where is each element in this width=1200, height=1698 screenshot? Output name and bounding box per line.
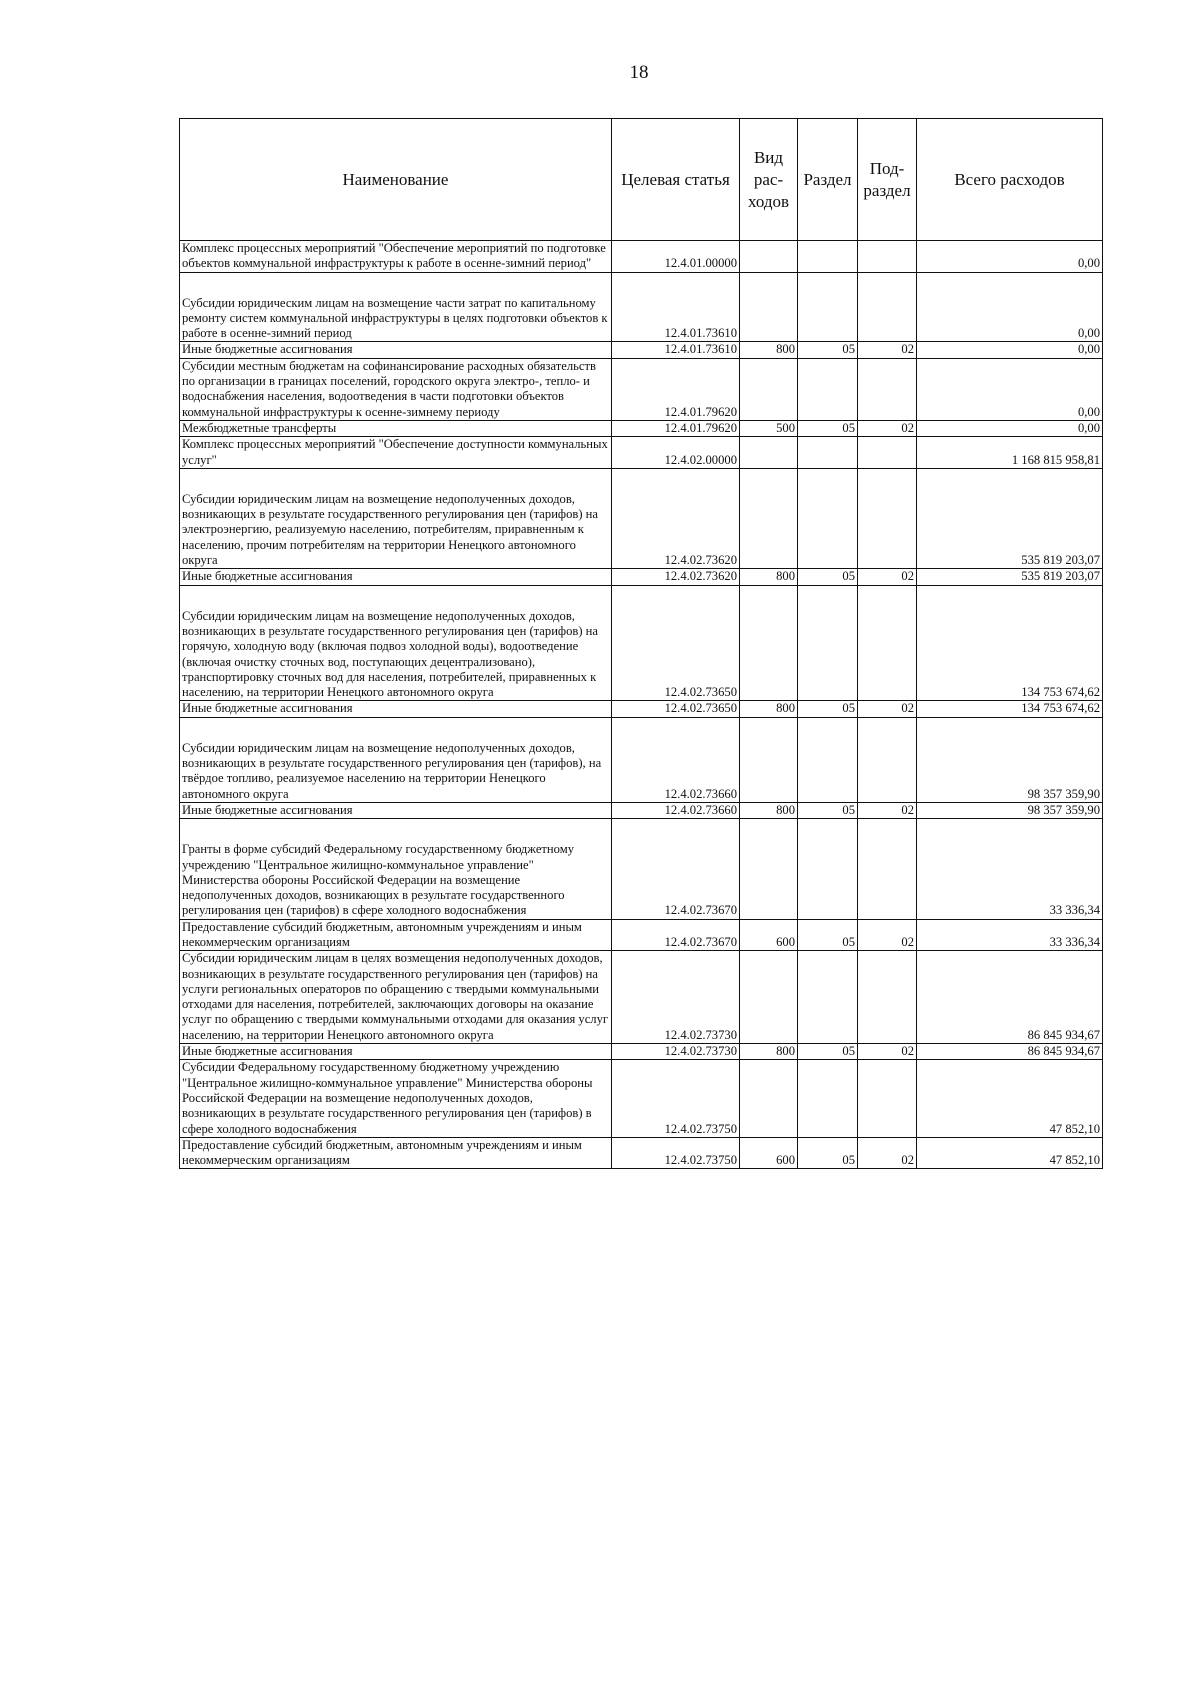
table-row xyxy=(180,951,1103,1044)
row-section xyxy=(798,819,858,919)
row-expense-type: 800 xyxy=(740,569,798,585)
header-total: Всего расходов xyxy=(917,119,1103,241)
row-subsection: 02 xyxy=(858,342,917,358)
table-row xyxy=(180,241,1103,273)
row-total: 535 819 203,07 xyxy=(917,569,1103,585)
row-section xyxy=(798,585,858,701)
row-name: Предоставление субсидий бюджетным, автономным учреждениям и иным некоммерческим организациям xyxy=(180,919,612,951)
row-subsection: 02 xyxy=(858,919,917,951)
row-name: Субсидии Федеральному государственному бюджетному учреждению "Центральное жилищно-коммунальное управление" Министерства обороны Российской Федерации на возмещение недополученных доходов, возникающих в результате государственного регулирования цен (тарифов) в сфере холодного водоснабжения xyxy=(180,1060,612,1137)
page-number: 18 xyxy=(629,62,649,83)
header-section: Раздел xyxy=(798,119,858,241)
row-target-article: 12.4.02.73750 xyxy=(612,1060,740,1137)
row-target-article: 12.4.02.73620 xyxy=(612,569,740,585)
row-target-article: 12.4.02.73750 xyxy=(612,1137,740,1169)
row-name: Субсидии юридическим лицам на возмещение недополученных доходов, возникающих в результате государственного регулирования цен (тарифов) на электроэнергию, реализуемую населению, потребителям, приравненным к населению, прочим потребителям на территории Ненецкого автономного округа xyxy=(180,468,612,568)
row-total: 47 852,10 xyxy=(917,1060,1103,1137)
header-expense-type: Вид рас-ходов xyxy=(740,119,798,241)
row-subsection xyxy=(858,717,917,802)
table-row xyxy=(180,717,1103,802)
row-total: 86 845 934,67 xyxy=(917,951,1103,1044)
row-expense-type: 800 xyxy=(740,802,798,818)
header-row xyxy=(180,119,1103,241)
row-total: 134 753 674,62 xyxy=(917,585,1103,701)
row-subsection xyxy=(858,358,917,420)
row-section xyxy=(798,241,858,273)
row-name: Иные бюджетные ассигнования xyxy=(180,342,612,358)
row-total: 0,00 xyxy=(917,241,1103,273)
row-section: 05 xyxy=(798,701,858,717)
table-row xyxy=(180,585,1103,701)
row-section: 05 xyxy=(798,342,858,358)
row-target-article: 12.4.02.73650 xyxy=(612,585,740,701)
row-target-article: 12.4.01.73610 xyxy=(612,272,740,342)
row-target-article: 12.4.01.79620 xyxy=(612,358,740,420)
row-name: Субсидии юридическим лицам в целях возмещения недополученных доходов, возникающих в результате государственного регулирования цен (тарифов) на услуги региональных операторов по обращению с твердыми коммунальными отходами для населения, потребителей, заключающих договоры на оказание услуг по обращению с твердыми коммунальными отходами для оказания услуг населению, на территории Ненецкого автономного округа xyxy=(180,951,612,1044)
row-target-article: 12.4.02.73670 xyxy=(612,819,740,919)
row-target-article: 12.4.01.79620 xyxy=(612,420,740,436)
table-row xyxy=(180,1044,1103,1060)
row-target-article: 12.4.02.73620 xyxy=(612,468,740,568)
row-total: 47 852,10 xyxy=(917,1137,1103,1169)
row-expense-type xyxy=(740,468,798,568)
row-expense-type: 800 xyxy=(740,342,798,358)
budget-table xyxy=(179,118,1103,1169)
row-subsection xyxy=(858,585,917,701)
row-expense-type: 800 xyxy=(740,701,798,717)
row-total: 0,00 xyxy=(917,272,1103,342)
row-subsection xyxy=(858,272,917,342)
row-section: 05 xyxy=(798,802,858,818)
table-body xyxy=(180,241,1103,1169)
row-name: Субсидии юридическим лицам на возмещение недополученных доходов, возникающих в результате государственного регулирования цен (тарифов), на твёрдое топливо, реализуемое населению на территории Ненецкого автономного округа xyxy=(180,717,612,802)
row-total: 33 336,34 xyxy=(917,819,1103,919)
row-total: 134 753 674,62 xyxy=(917,701,1103,717)
row-name: Комплекс процессных мероприятий "Обеспечение мероприятий по подготовке объектов коммунальной инфраструктуры к работе в осенне-зимний период" xyxy=(180,241,612,273)
row-section xyxy=(798,468,858,568)
row-expense-type: 800 xyxy=(740,1044,798,1060)
table-row xyxy=(180,342,1103,358)
row-subsection: 02 xyxy=(858,1137,917,1169)
row-total: 0,00 xyxy=(917,420,1103,436)
row-expense-type xyxy=(740,241,798,273)
row-name: Субсидии юридическим лицам на возмещение недополученных доходов, возникающих в результате государственного регулирования цен (тарифов) на горячую, холодную воду (включая подвоз холодной воды), водоотведение (включая очистку сточных вод, поступающих децентрализовано), транспортировку сточных вод для населения, потребителей, приравненных к населению, на территории Ненецкого автономного округа xyxy=(180,585,612,701)
row-name: Иные бюджетные ассигнования xyxy=(180,701,612,717)
table-row xyxy=(180,272,1103,342)
row-total: 98 357 359,90 xyxy=(917,802,1103,818)
row-section xyxy=(798,951,858,1044)
row-name: Субсидии местным бюджетам на софинансирование расходных обязательств по организации в границах поселений, городского округа электро-, тепло- и водоснабжения населения, водоотведения в части подготовки объектов коммунальной инфраструктуры к осенне-зимнему периоду xyxy=(180,358,612,420)
row-expense-type: 500 xyxy=(740,420,798,436)
row-section xyxy=(798,272,858,342)
row-total: 86 845 934,67 xyxy=(917,1044,1103,1060)
row-expense-type xyxy=(740,272,798,342)
row-section: 05 xyxy=(798,420,858,436)
row-total: 0,00 xyxy=(917,342,1103,358)
row-name: Межбюджетные трансферты xyxy=(180,420,612,436)
row-expense-type xyxy=(740,358,798,420)
row-target-article: 12.4.02.73650 xyxy=(612,701,740,717)
table-row xyxy=(180,819,1103,919)
row-subsection: 02 xyxy=(858,802,917,818)
row-subsection: 02 xyxy=(858,1044,917,1060)
row-expense-type xyxy=(740,437,798,469)
table-row xyxy=(180,802,1103,818)
row-subsection xyxy=(858,468,917,568)
row-expense-type xyxy=(740,585,798,701)
table-row xyxy=(180,1060,1103,1137)
table-row xyxy=(180,358,1103,420)
row-section xyxy=(798,717,858,802)
row-name: Субсидии юридическим лицам на возмещение части затрат по капитальному ремонту систем коммунальной инфраструктуры в целях подготовки объектов к работе в осенне-зимний период xyxy=(180,272,612,342)
row-target-article: 12.4.02.73670 xyxy=(612,919,740,951)
row-subsection xyxy=(858,1060,917,1137)
table-row xyxy=(180,437,1103,469)
row-total: 1 168 815 958,81 xyxy=(917,437,1103,469)
header-name: Наименование xyxy=(180,119,612,241)
row-subsection xyxy=(858,437,917,469)
header-subsection: Под-раздел xyxy=(858,119,917,241)
row-name: Гранты в форме субсидий Федеральному государственному бюджетному учреждению "Центральное жилищно-коммунальное управление" Министерства обороны Российской Федерации на возмещение недополученных доходов, возникающих в результате государственного регулирования цен (тарифов) в сфере холодного водоснабжения xyxy=(180,819,612,919)
table-row xyxy=(180,420,1103,436)
row-subsection: 02 xyxy=(858,701,917,717)
table-row xyxy=(180,569,1103,585)
row-total: 98 357 359,90 xyxy=(917,717,1103,802)
row-expense-type xyxy=(740,819,798,919)
row-subsection xyxy=(858,241,917,273)
row-target-article: 12.4.02.73660 xyxy=(612,717,740,802)
table-row xyxy=(180,468,1103,568)
row-section: 05 xyxy=(798,1137,858,1169)
row-section xyxy=(798,358,858,420)
row-target-article: 12.4.01.00000 xyxy=(612,241,740,273)
row-section xyxy=(798,437,858,469)
row-expense-type xyxy=(740,951,798,1044)
table-row xyxy=(180,1137,1103,1169)
row-section: 05 xyxy=(798,569,858,585)
table-row xyxy=(180,701,1103,717)
row-name: Иные бюджетные ассигнования xyxy=(180,569,612,585)
row-total: 33 336,34 xyxy=(917,919,1103,951)
row-expense-type xyxy=(740,1060,798,1137)
row-section xyxy=(798,1060,858,1137)
row-section: 05 xyxy=(798,1044,858,1060)
row-expense-type: 600 xyxy=(740,1137,798,1169)
row-name: Предоставление субсидий бюджетным, автономным учреждениям и иным некоммерческим организациям xyxy=(180,1137,612,1169)
row-name: Иные бюджетные ассигнования xyxy=(180,1044,612,1060)
row-total: 535 819 203,07 xyxy=(917,468,1103,568)
row-expense-type: 600 xyxy=(740,919,798,951)
header-target-article: Целевая статья xyxy=(612,119,740,241)
row-total: 0,00 xyxy=(917,358,1103,420)
row-subsection: 02 xyxy=(858,569,917,585)
row-name: Иные бюджетные ассигнования xyxy=(180,802,612,818)
row-subsection xyxy=(858,819,917,919)
row-target-article: 12.4.01.73610 xyxy=(612,342,740,358)
row-name: Комплекс процессных мероприятий "Обеспечение доступности коммунальных услуг" xyxy=(180,437,612,469)
row-subsection xyxy=(858,951,917,1044)
row-expense-type xyxy=(740,717,798,802)
row-target-article: 12.4.02.00000 xyxy=(612,437,740,469)
row-target-article: 12.4.02.73660 xyxy=(612,802,740,818)
row-target-article: 12.4.02.73730 xyxy=(612,1044,740,1060)
row-subsection: 02 xyxy=(858,420,917,436)
row-section: 05 xyxy=(798,919,858,951)
table-row xyxy=(180,919,1103,951)
row-target-article: 12.4.02.73730 xyxy=(612,951,740,1044)
